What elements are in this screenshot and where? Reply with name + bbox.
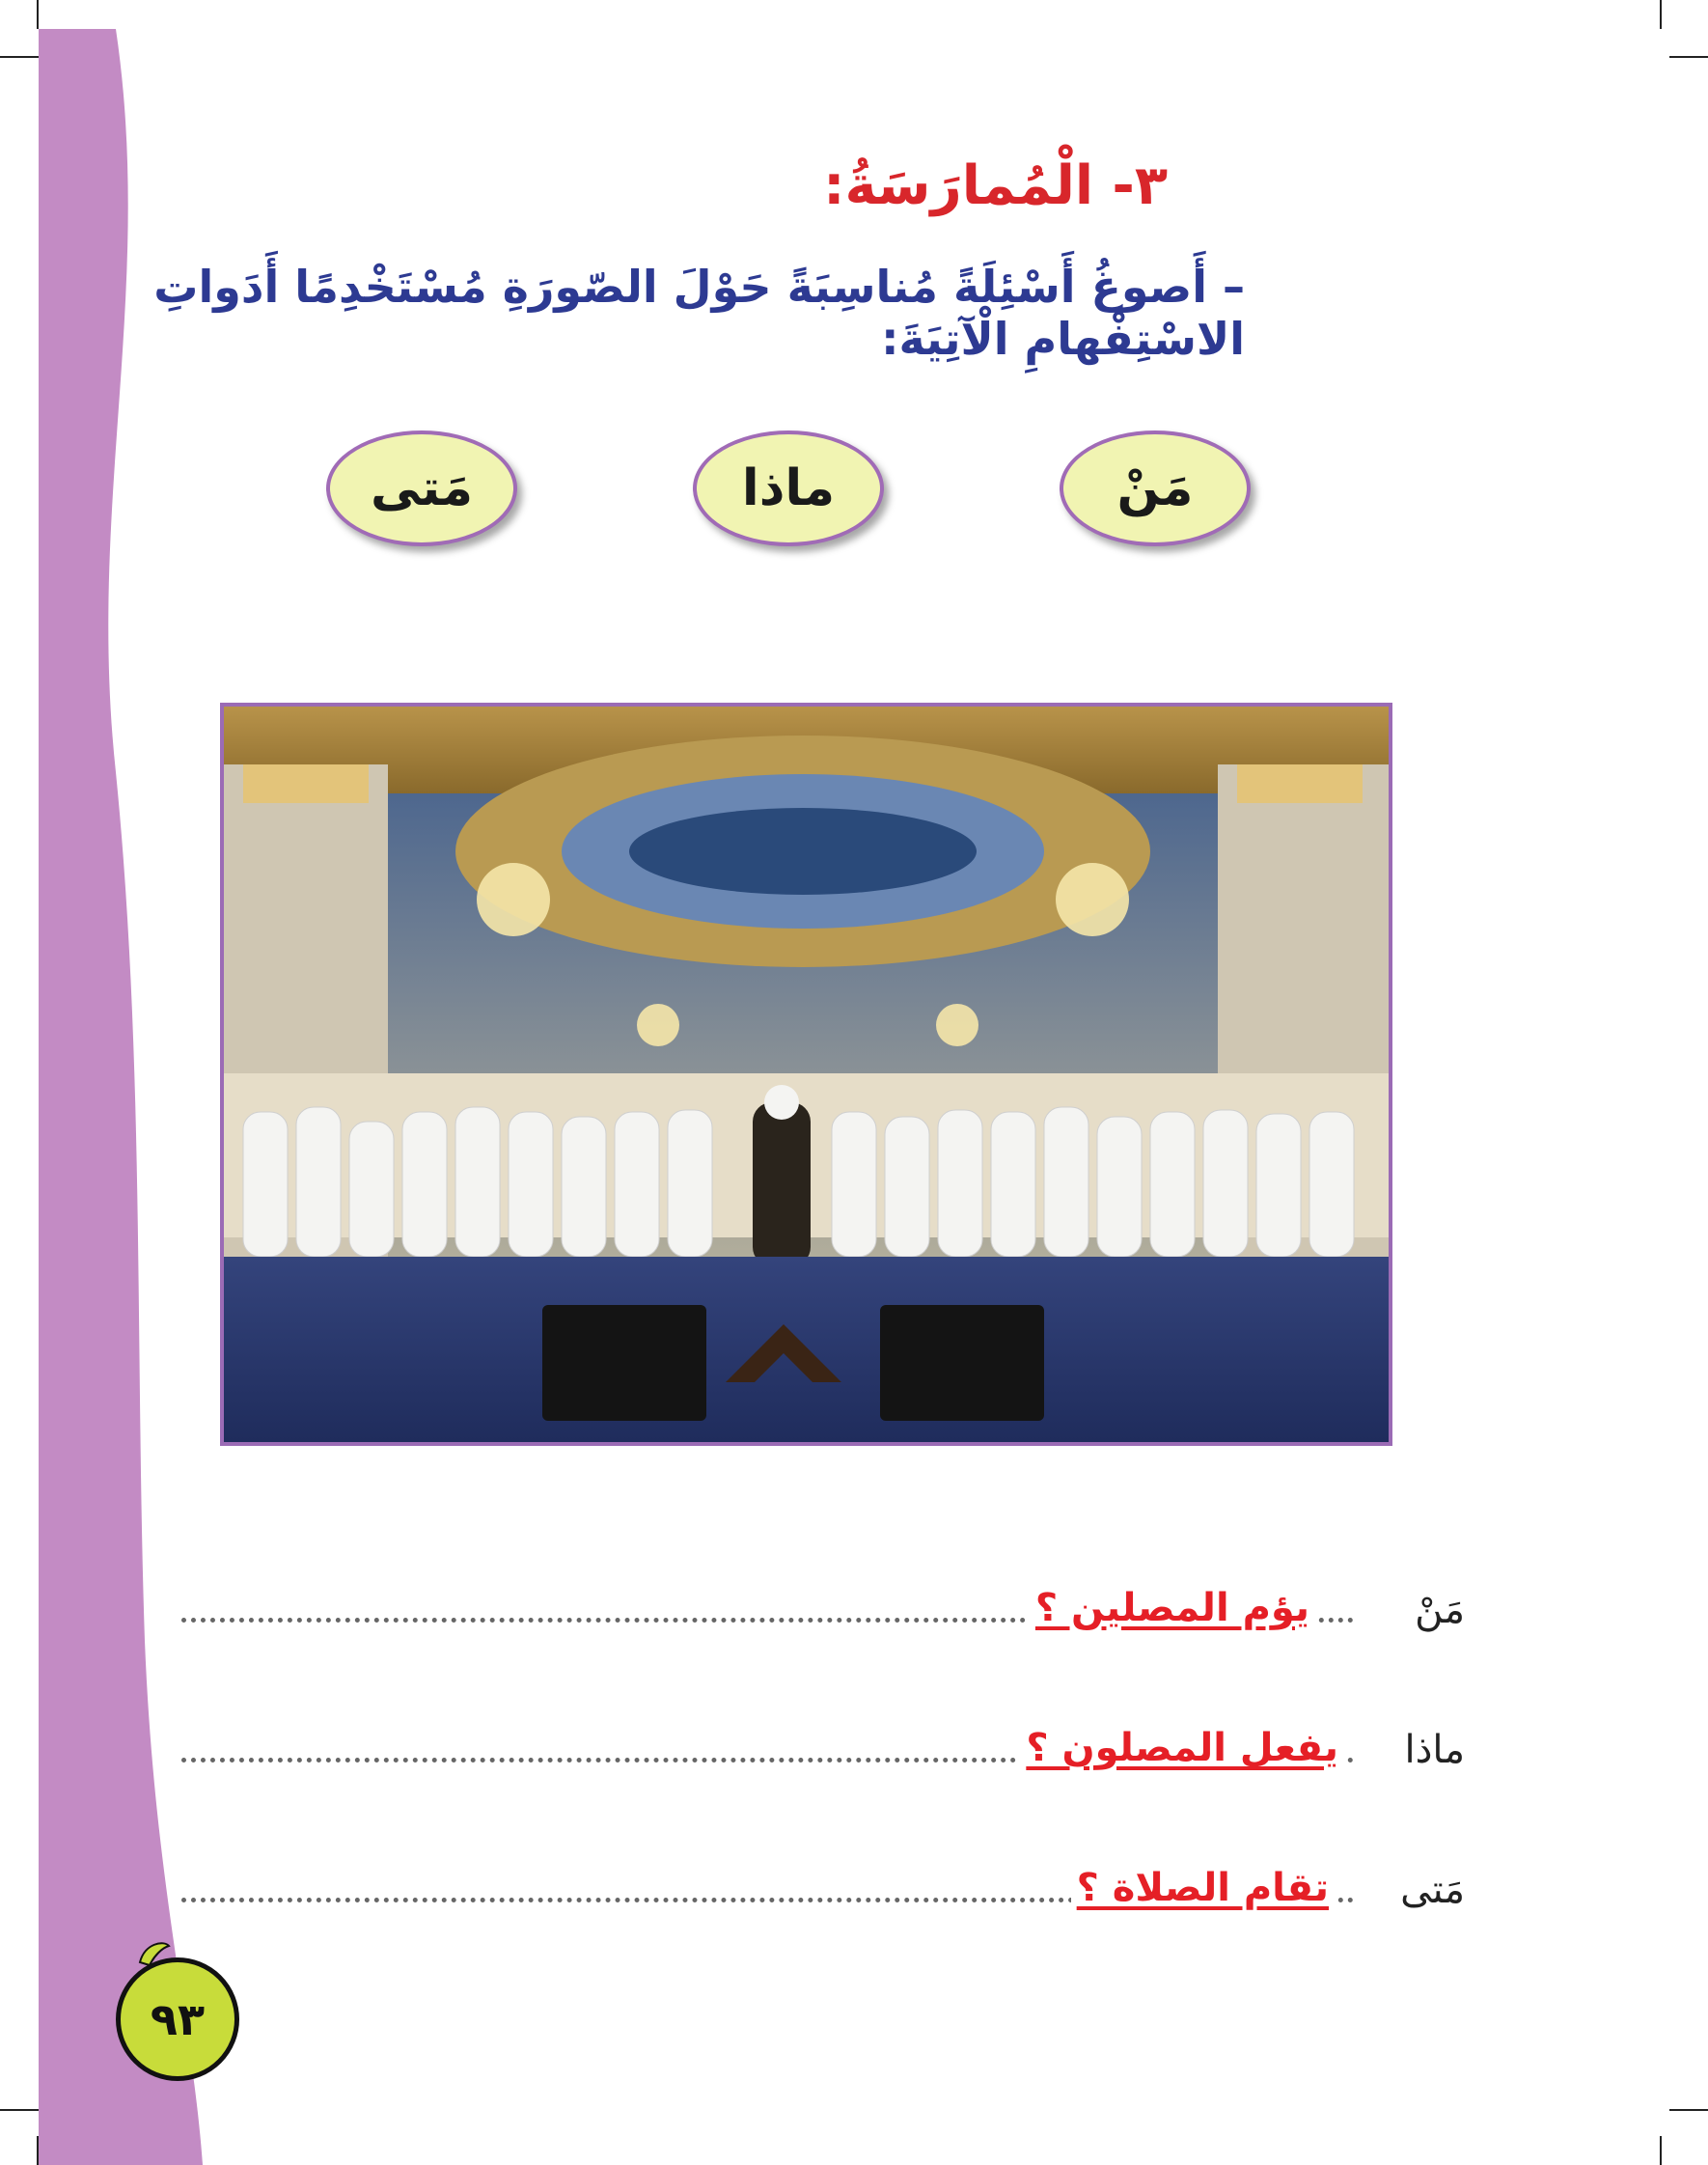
answer-line-mata bbox=[181, 1848, 1465, 1916]
crop-mark bbox=[1669, 56, 1708, 58]
crop-mark bbox=[0, 2109, 39, 2111]
answer-tool-word: مَتى bbox=[1400, 1868, 1465, 1912]
answer-line-man bbox=[181, 1568, 1465, 1636]
crop-mark bbox=[37, 2136, 39, 2165]
answer-line-matha bbox=[181, 1708, 1465, 1776]
answer-text[interactable]: يؤم المصلين ؟ bbox=[1030, 1586, 1315, 1630]
question-tool-mata: مَتى bbox=[326, 430, 517, 546]
answer-text[interactable]: تقام الصلاة ؟ bbox=[1071, 1866, 1335, 1910]
exercise-instruction: – أَصوغُ أَسْئِلَةً مُناسِبَةً حَوْلَ الصّورَةِ مُسْتَخْدِمًا أَدَواتِ الاسْتِفْهامِ الْآتِيَةَ: bbox=[153, 261, 1245, 365]
leaf-icon bbox=[135, 1938, 174, 1967]
crop-mark bbox=[0, 56, 39, 58]
question-tool-matha: ماذا bbox=[693, 430, 884, 546]
crop-mark bbox=[1660, 0, 1662, 29]
answer-tool-word: ماذا bbox=[1404, 1728, 1465, 1772]
question-tool-man: مَنْ bbox=[1060, 430, 1251, 546]
answer-text[interactable]: يفعل المصلون ؟ bbox=[1020, 1726, 1344, 1770]
mosque-prayer-photo bbox=[220, 703, 1392, 1446]
page-number: ٩٣ bbox=[116, 1957, 239, 2081]
crop-mark bbox=[1669, 2109, 1708, 2111]
answer-tool-word: مَنْ bbox=[1415, 1588, 1465, 1632]
crop-mark bbox=[1660, 2136, 1662, 2165]
mosque-illustration bbox=[224, 707, 1389, 1442]
crop-mark bbox=[37, 0, 39, 29]
section-heading: ٣- الْمُمارَسَةُ: bbox=[823, 154, 1168, 217]
